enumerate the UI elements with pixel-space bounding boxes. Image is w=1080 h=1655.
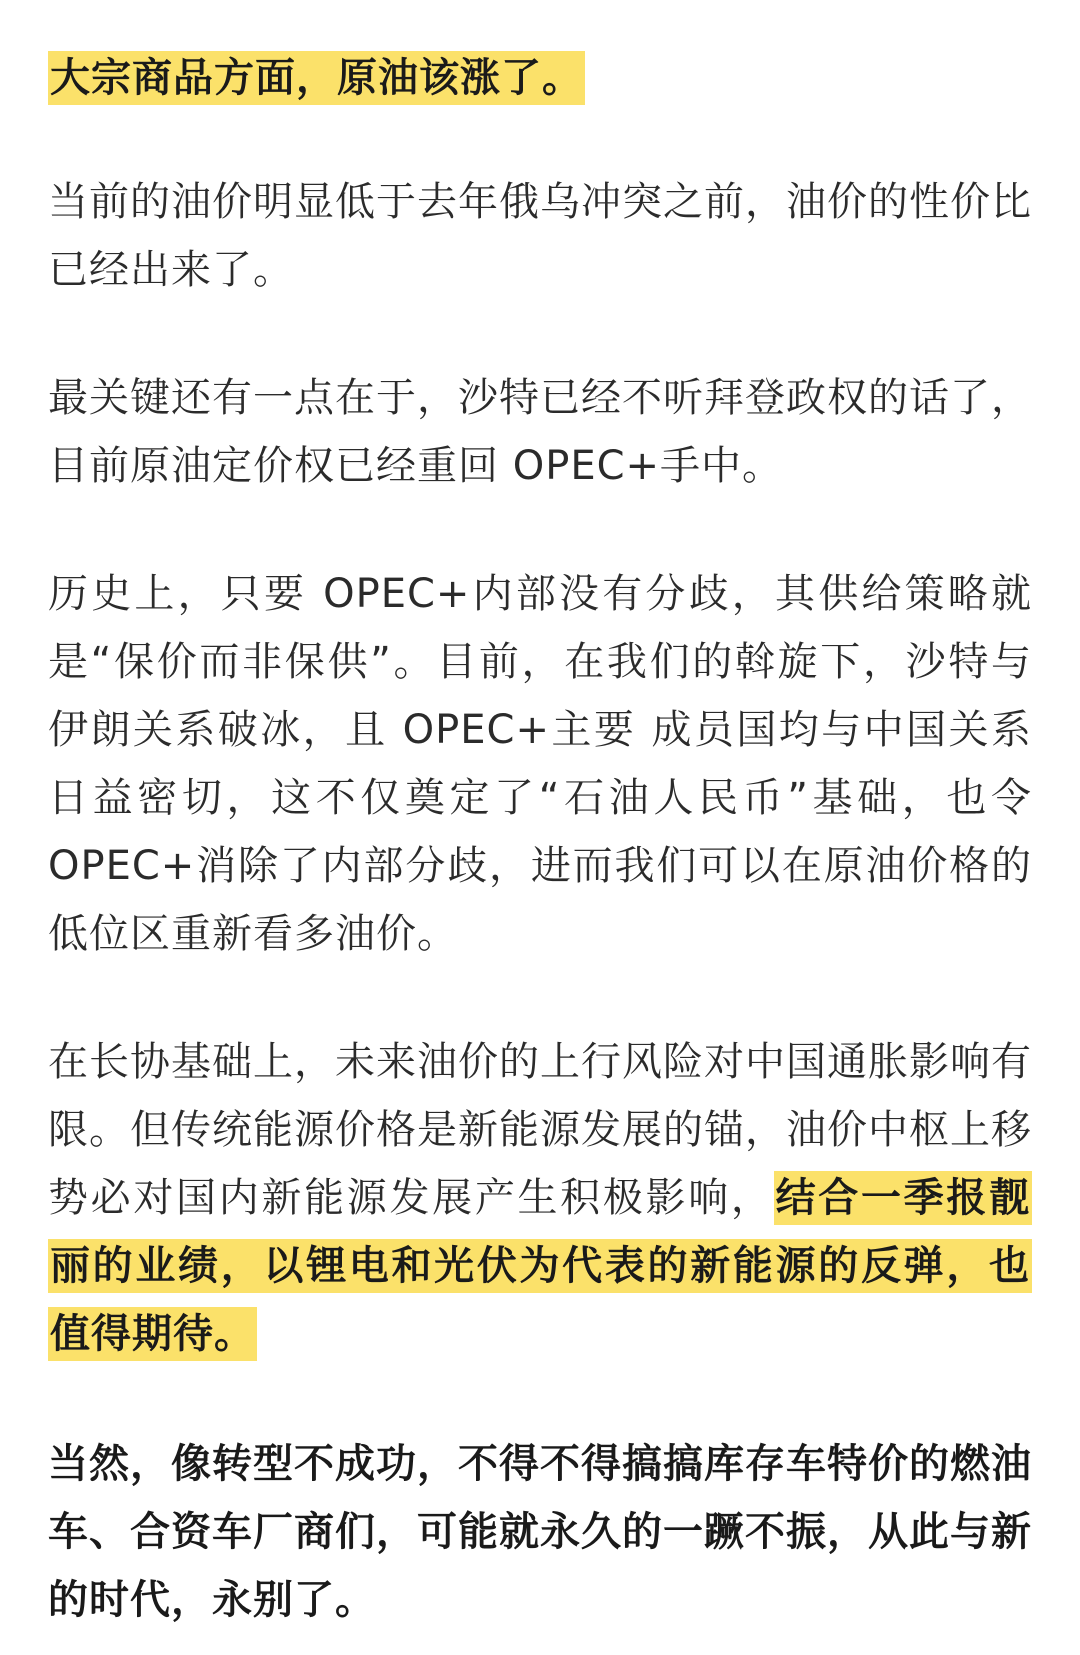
- section-heading: [48, 44, 1032, 112]
- paragraph-opec-pricing-power: 最关键还有一点在于，沙特已经不听拜登政权的话了，目前原油定价权已经重回 OPEC+手中。: [48, 375, 1032, 489]
- paragraph-opec-history: 历史上，只要 OPEC+内部没有分歧，其供给策略就是“保价而非保供”。目前，在我们的斡旋下，沙特与伊朗关系破冰，且 OPEC+主要 成员国均与中国关系日益密切，这不仅奠定了“石油人民币”基础，也令 OPEC+消除了内部分歧，进而我们可以在原油价格的低位区重新看多油价。: [48, 571, 1032, 957]
- paragraph-inflation-new-energy: [48, 1028, 1032, 1368]
- highlighted-conclusion: 结合一季报靓丽的业绩，以锂电和光伏为代表的新能源的反弹，也值得期待。: [48, 1171, 1032, 1361]
- paragraph-oil-price-value: 当前的油价明显低于去年俄乌冲突之前，油价的性价比已经出来了。: [48, 179, 1032, 293]
- paragraph-closing: 当然，像转型不成功，不得不得搞搞库存车特价的燃油车、合资车厂商们，可能就永久的一蹶不振，从此与新的时代，永别了。: [48, 1441, 1032, 1623]
- highlighted-heading: 大宗商品方面，原油该涨了。: [48, 51, 585, 105]
- paragraph-text: 在长协基础上，未来油价的上行风险对中国通胀影响有限。但传统能源价格是新能源发展的锚，油价中枢上移势必对国内新能源发展产生积极影响，: [48, 1039, 1032, 1221]
